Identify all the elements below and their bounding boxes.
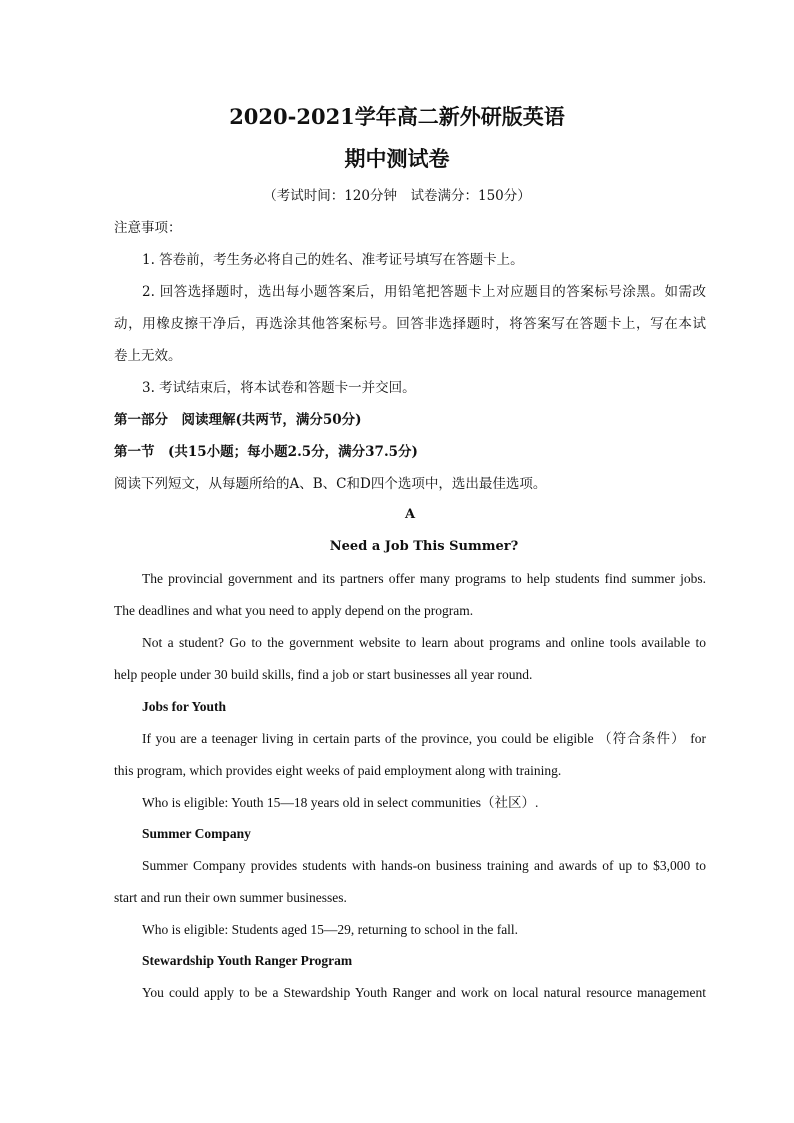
paragraph-5-line1: Summer Company provides students with hands-on business training and awards of up to $3,000 to bbox=[142, 858, 706, 873]
notice-item-1: 1. 答卷前，考生务必将自己的姓名、准考证号填写在答题卡上。 bbox=[142, 252, 524, 268]
notice-item-2-line1: 2. 回答选择题时，选出每小题答案后，用铅笔把答题卡上对应题目的答案标号涂黑。如需改 bbox=[142, 284, 706, 300]
part1-heading: 第一部分 阅读理解(共两节，满分50分) bbox=[114, 412, 362, 428]
notice-item-2-line2: 动，用橡皮擦干净后，再选涂其他答案标号。回答非选择题时，将答案写在答题卡上，写在本试 bbox=[114, 316, 706, 332]
passage-letter: A bbox=[404, 507, 416, 522]
paragraph-2-line2: help people under 30 build skills, find a job or start businesses all year round. bbox=[114, 667, 533, 682]
heading-stewardship-youth-ranger: Stewardship Youth Ranger Program bbox=[142, 953, 353, 968]
section1-heading: 第一节 (共15小题；每小题2.5分，满分37.5分) bbox=[114, 444, 418, 460]
paragraph-4: Who is eligible: Youth 15—18 years old in select communities（社区）. bbox=[142, 795, 539, 810]
paragraph-7-line1: You could apply to be a Stewardship Youth Ranger and work on local natural resource management bbox=[142, 985, 706, 1000]
notice-item-2-line3: 卷上无效。 bbox=[114, 348, 182, 364]
document-title-line2: 期中测试卷 bbox=[344, 146, 450, 171]
paragraph-1-line1: The provincial government and its partners offer many programs to help students find summer jobs. bbox=[142, 571, 706, 586]
document-title-line1: 2020-2021学年高二新外研版英语 bbox=[229, 104, 565, 129]
notice-item-3: 3. 考试结束后，将本试卷和答题卡一并交回。 bbox=[142, 380, 416, 396]
paragraph-3-line1: If you are a teenager living in certain parts of the province, you could be eligible （符合条件） for bbox=[142, 731, 706, 746]
exam-info: （考试时间：120分钟 试卷满分：150分） bbox=[263, 188, 531, 204]
paragraph-5-line2: start and run their own summer businesses. bbox=[114, 890, 347, 905]
reading-instruction: 阅读下列短文，从每题所给的A、B、C和D四个选项中，选出最佳选项。 bbox=[114, 476, 547, 492]
paragraph-6: Who is eligible: Students aged 15—29, returning to school in the fall. bbox=[142, 922, 519, 937]
heading-jobs-for-youth: Jobs for Youth bbox=[142, 699, 227, 714]
passage-title: Need a Job This Summer? bbox=[329, 539, 519, 554]
paragraph-1-line2: The deadlines and what you need to apply depend on the program. bbox=[114, 603, 474, 618]
paragraph-2-line1: Not a student? Go to the government website to learn about programs and online tools available to bbox=[142, 635, 706, 650]
heading-summer-company: Summer Company bbox=[142, 826, 251, 841]
paragraph-3-line2: this program, which provides eight weeks of paid employment along with training. bbox=[114, 763, 562, 778]
notice-heading: 注意事项： bbox=[114, 220, 182, 236]
